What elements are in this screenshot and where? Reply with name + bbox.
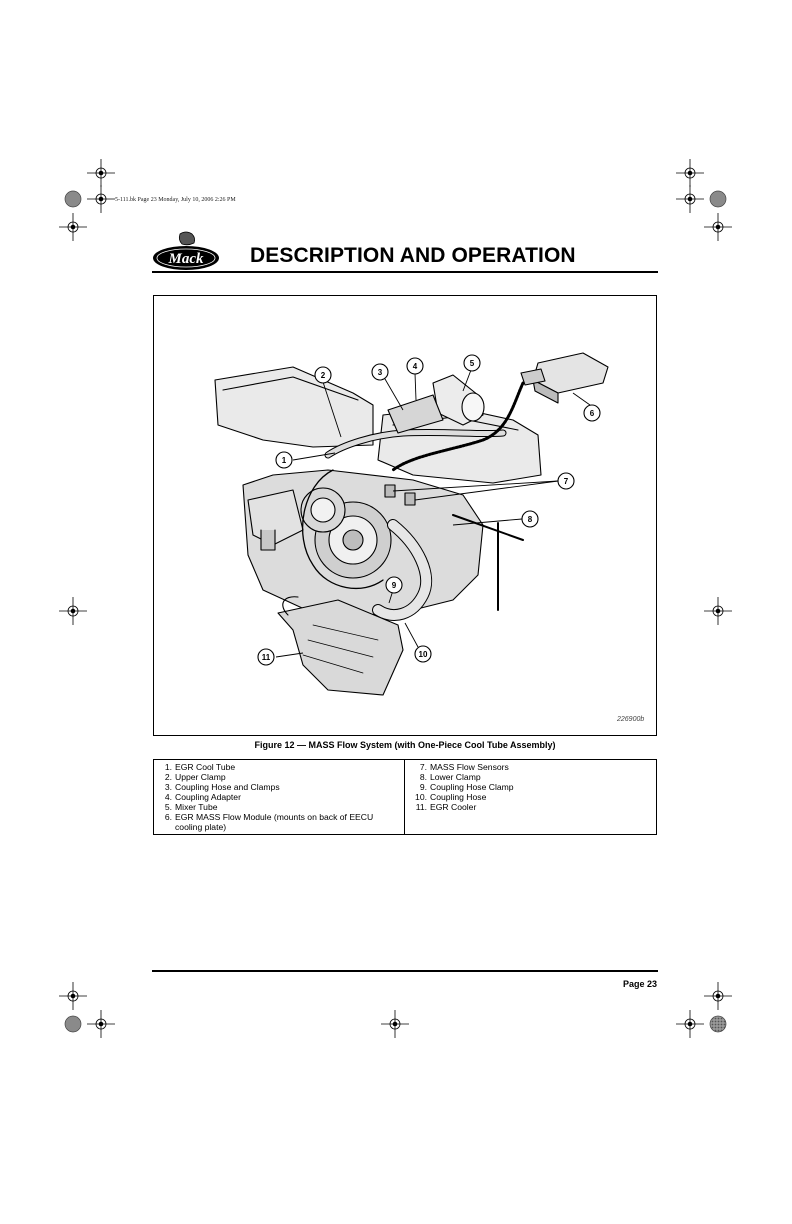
svg-text:5: 5 bbox=[469, 359, 475, 368]
legend-item: 7. MASS Flow Sensors bbox=[419, 762, 509, 772]
svg-text:11: 11 bbox=[261, 653, 271, 662]
legend-column-right bbox=[405, 760, 656, 834]
callout-5 bbox=[464, 355, 480, 371]
svg-text:6: 6 bbox=[589, 409, 595, 418]
callout-8 bbox=[522, 511, 538, 527]
legend-item: 10. Coupling Hose bbox=[415, 792, 487, 802]
engine-illustration bbox=[153, 295, 657, 736]
legend-item: 6. EGR MASS Flow Module (mounts on back of EECU cooling plate) bbox=[164, 812, 374, 832]
callout-7 bbox=[558, 473, 574, 489]
svg-text:9: 9 bbox=[391, 581, 397, 590]
callout-1 bbox=[276, 452, 292, 468]
callout-4 bbox=[407, 358, 423, 374]
callout-6 bbox=[584, 405, 600, 421]
svg-text:10: 10 bbox=[418, 650, 428, 659]
mack-logo bbox=[150, 228, 222, 276]
callout-11 bbox=[258, 649, 274, 665]
legend-item: 4. Coupling Adapter bbox=[164, 792, 241, 802]
page-number: Page 23 bbox=[622, 979, 657, 989]
page-title: DESCRIPTION AND OPERATION bbox=[250, 244, 576, 267]
print-info: 5-111.bk Page 23 Monday, July 10, 2006 2:26 PM bbox=[115, 197, 236, 203]
legend-item: 9. Coupling Hose Clamp bbox=[419, 782, 514, 792]
callout-3 bbox=[372, 364, 388, 380]
legend-item: 2. Upper Clamp bbox=[164, 772, 226, 782]
svg-text:1: 1 bbox=[281, 456, 287, 465]
callout-10 bbox=[415, 646, 431, 662]
svg-text:8: 8 bbox=[527, 515, 533, 524]
figure-id: 226900b bbox=[617, 716, 645, 723]
header-rule bbox=[152, 271, 658, 273]
svg-text:4: 4 bbox=[412, 362, 418, 371]
legend-item: 5. Mixer Tube bbox=[164, 802, 218, 812]
legend-column-left bbox=[154, 760, 405, 834]
svg-text:7: 7 bbox=[563, 477, 569, 486]
svg-text:2: 2 bbox=[320, 371, 326, 380]
legend-item: 8. Lower Clamp bbox=[419, 772, 481, 782]
svg-text:3: 3 bbox=[377, 368, 383, 377]
footer-rule bbox=[152, 970, 658, 972]
legend-item: 11. EGR Cooler bbox=[415, 802, 477, 812]
legend-item: 1. EGR Cool Tube bbox=[164, 762, 236, 772]
callout-9 bbox=[386, 577, 402, 593]
figure-caption: Figure 12 — MASS Flow System (with One-Piece Cool Tube Assembly) bbox=[254, 740, 556, 750]
legend-item: 3. Coupling Hose and Clamps bbox=[164, 782, 280, 792]
logo-text: Mack bbox=[168, 251, 204, 267]
parts-legend bbox=[153, 759, 657, 835]
callout-2 bbox=[315, 367, 331, 383]
